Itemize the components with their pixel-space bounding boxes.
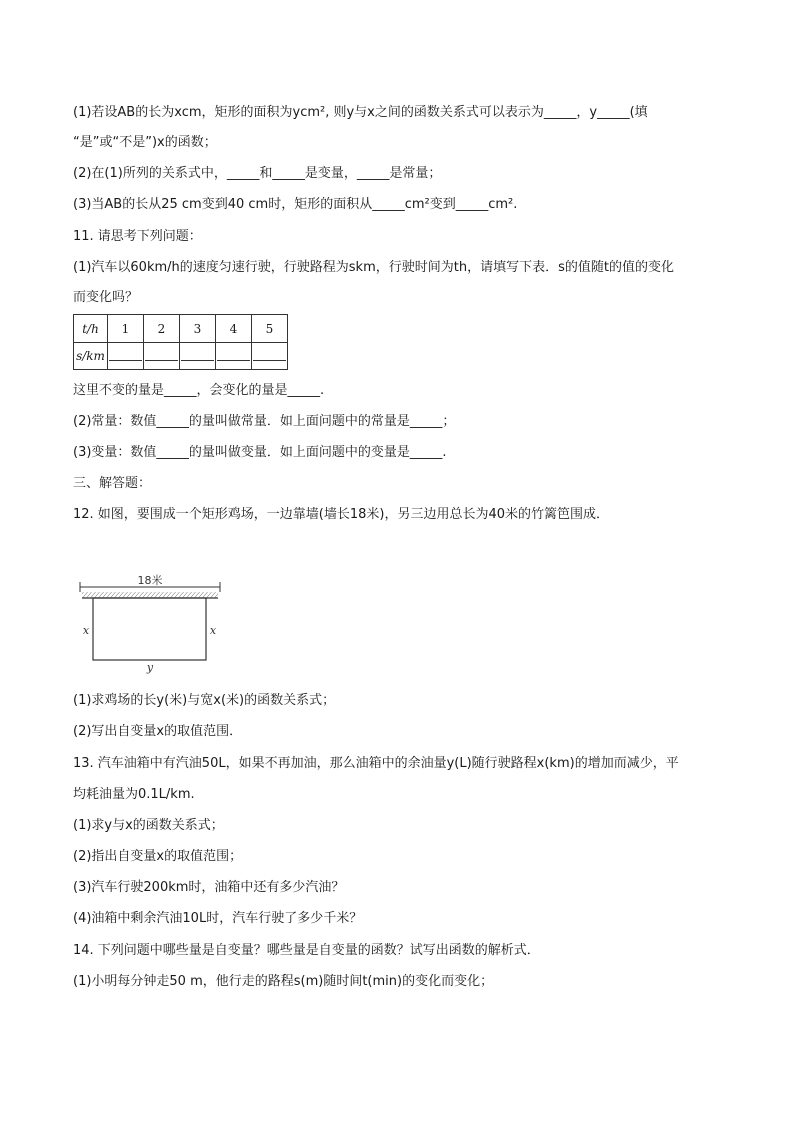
q13-part4: (4)油箱中剩余汽油10L时，汽车行驶了多少千米？ bbox=[73, 911, 363, 926]
q11-part1-line2: 而变化吗？ bbox=[73, 290, 139, 305]
q10-part2: (2)在(1)所列的关系式中，_____和_____是变量，_____是常量； bbox=[73, 166, 442, 181]
q12-title: 12. 如图，要围成一个矩形鸡场，一边靠墙(墙长18米)，另三边用总长为40米的竹篱笆围成． bbox=[73, 507, 610, 522]
q11-part1-line3: 这里不变的量是_____，会变化的量是_____. bbox=[73, 383, 325, 398]
table-cell: 1 bbox=[108, 315, 144, 343]
section-heading: 三、解答题： bbox=[73, 476, 152, 491]
table-cell: 5 bbox=[252, 315, 288, 343]
q11-part2: (2)常量：数值_____的量叫做常量．如上面问题中的常量是_____； bbox=[73, 414, 456, 429]
q13-part3: (3)汽车行驶200km时，油箱中还有多少汽油？ bbox=[73, 880, 345, 895]
q10-part3: (3)当AB的长从25 cm变到40 cm时，矩形的面积从_____cm²变到_____cm². bbox=[73, 197, 518, 212]
q12-part1: (1)求鸡场的长y(米)与宽x(米)的函数关系式； bbox=[73, 693, 336, 708]
table-cell: 2 bbox=[144, 315, 180, 343]
table-header-time: t/h bbox=[74, 315, 108, 343]
q11-title: 11. 请思考下列问题： bbox=[73, 229, 202, 244]
left-side-label: x bbox=[82, 624, 90, 637]
q14-part1: (1)小明每分钟走50 m，他行走的路程s(m)随时间t(min)的变化而变化； bbox=[73, 974, 494, 989]
bottom-side-label: y bbox=[146, 661, 154, 674]
table-cell: 3 bbox=[180, 315, 216, 343]
q13-title-line1: 13. 汽车油箱中有汽油50L，如果不再加油，那么油箱中的余油量y(L)随行驶路程x(km)的增加而减少，平 bbox=[73, 756, 679, 771]
q11-part1-line1: (1)汽车以60km/h的速度匀速行驶，行驶路程为skm，行驶时间为th，请填写下表．s的值随t的值的变化 bbox=[73, 260, 674, 275]
q11-part3: (3)变量：数值_____的量叫做变量．如上面问题中的变量是_____. bbox=[73, 445, 447, 460]
table-header-distance: s/km bbox=[74, 343, 108, 370]
q10-part1-line2: “是”或“不是”)x的函数； bbox=[73, 135, 217, 150]
right-side-label: x bbox=[209, 624, 217, 637]
table-cell: 4 bbox=[216, 315, 252, 343]
wall-length-label: 18米 bbox=[137, 574, 163, 587]
q13-title-line2: 均耗油量为0.1L/km. bbox=[73, 787, 195, 802]
q13-part2: (2)指出自变量x的取值范围； bbox=[73, 849, 243, 864]
q14-title: 14. 下列问题中哪些量是自变量？哪些量是自变量的函数？试写出函数的解析式． bbox=[73, 943, 540, 958]
q10-part1-line1: (1)若设AB的长为xcm，矩形的面积为ycm², 则y与x之间的函数关系式可以表示为_____，y_____(填 bbox=[73, 105, 648, 120]
q12-part2: (2)写出自变量x的取值范围． bbox=[73, 724, 243, 739]
enclosure-rectangle bbox=[93, 598, 206, 660]
wall-hatch bbox=[82, 592, 218, 598]
q13-part1: (1)求y与x的函数关系式； bbox=[73, 818, 224, 833]
